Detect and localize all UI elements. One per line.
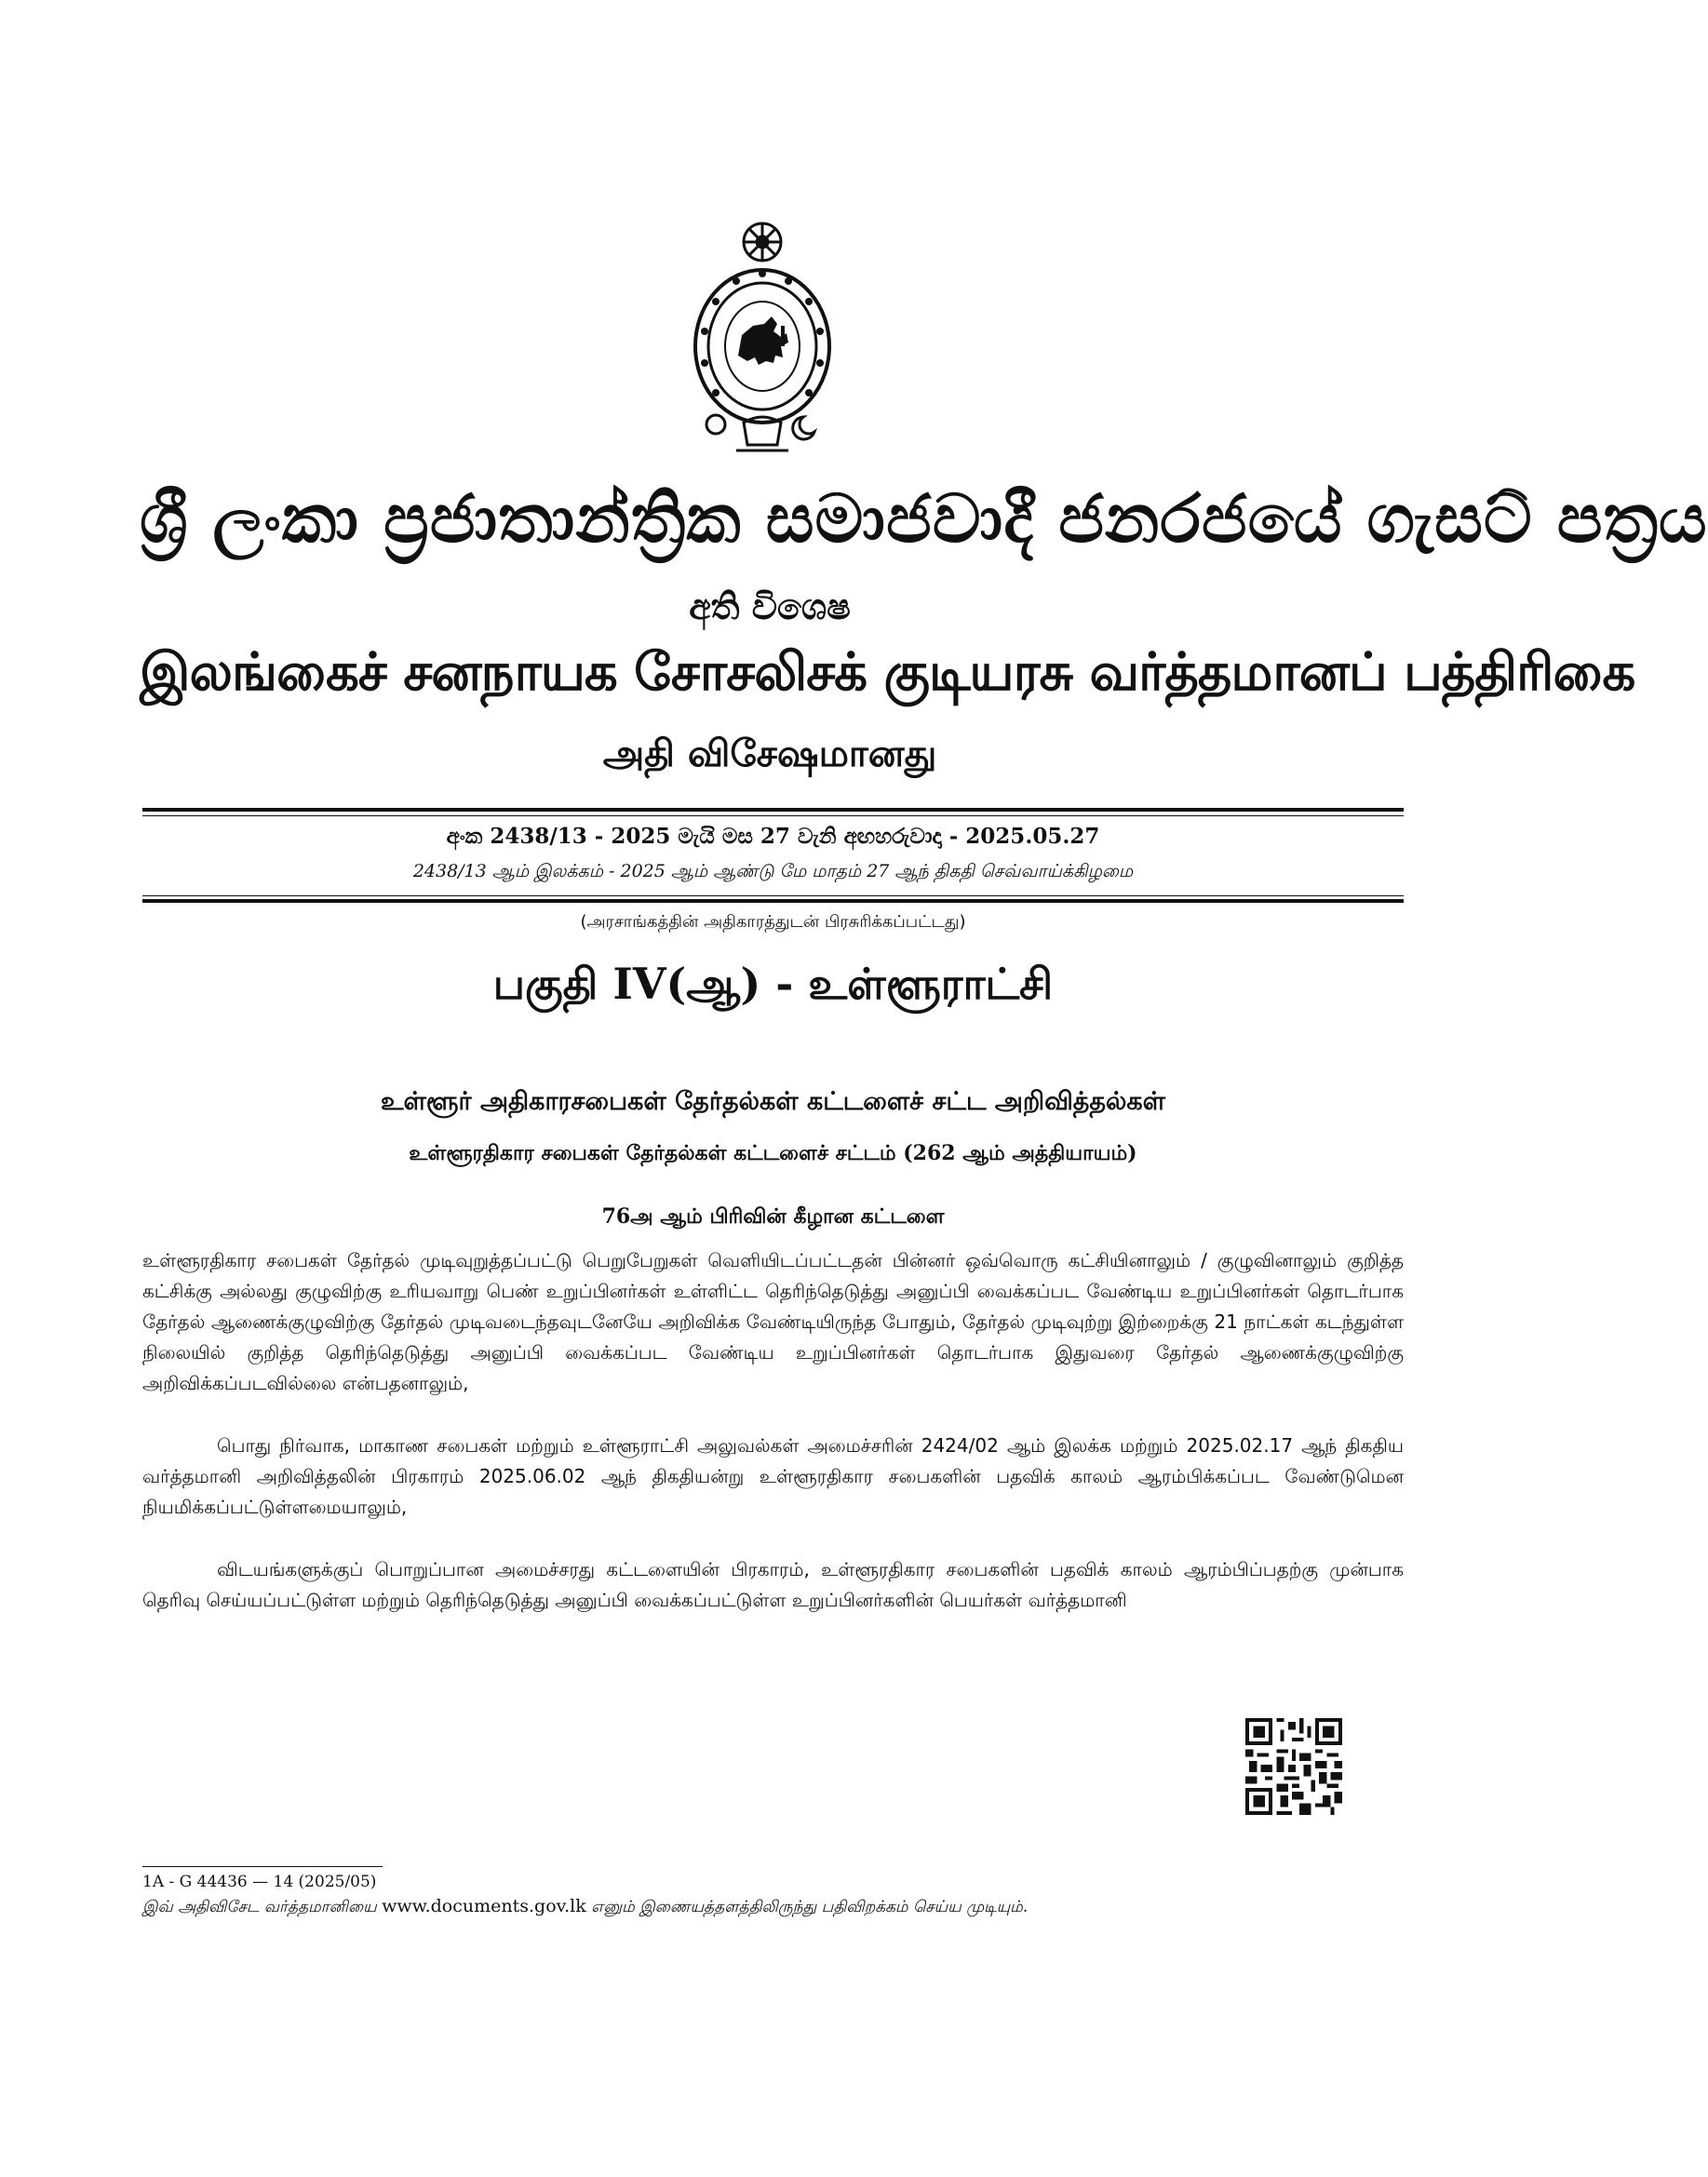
order-heading: 76அ ஆம் பிரிவின் கீழான கட்டளை <box>601 1204 945 1229</box>
body-paragraph-2-text: பொது நிர்வாக, மாகாண சபைகள் மற்றும் உள்ளூராட்சி அலுவல்கள் அமைச்சரின் 2424/02 ஆம் இலக்க மற்றும் 2025.02.17 ஆந் திகதிய வர்த்தமானி அறிவித்தலின் பிரகாரம் 2025.06.02 ஆந் திகதியன்று உள்ளூரதிகார சபைகளின் பதவிக் காலம் ஆரம்பிக்கப்பட வேண்டுமென நியமிக்கப்பட்டுள்ளமையாலும், <box>142 1434 1404 1518</box>
gazette-subtitle-sinhala: අති විශෙෂ <box>689 586 851 627</box>
published-note: (அரசாங்கத்தின் அதிகாரத்துடன் பிரசுரிக்கப்பட்டது) <box>580 912 966 932</box>
section-heading: உள்ளூர் அதிகாரசபைகள் தேர்தல்கள் கட்டளைச் சட்ட அறிவித்தல்கள் <box>380 1087 1166 1116</box>
national-emblem-icon <box>684 216 841 465</box>
print-reference: 1A - G 44436 — 14 (2025/05) <box>142 1873 377 1891</box>
masthead-rule-thick <box>142 808 1404 812</box>
masthead-rule-thin <box>142 815 1404 816</box>
body-paragraph-3 <box>142 1554 1404 1616</box>
documents-site-link[interactable]: www.documents.gov.lk <box>382 1896 586 1916</box>
download-note-before: இவ் அதிவிசேட வர்த்தமானியை <box>142 1898 377 1916</box>
qr-code-icon <box>1245 1718 1342 1815</box>
gazette-subtitle-tamil: அதி விசேஷமானது <box>602 732 937 775</box>
issue-rule-thick <box>142 899 1404 903</box>
gazette-title-sinhala: ශ්‍රී ලංකා ප්‍රජාතාන්ත්‍රික සමාජවාදී ජනරජයේ ගැසට් පත්‍රය <box>140 479 1708 558</box>
download-note-after: எனும் இணையத்தளத்திலிருந்து பதிவிறக்கம் செய்ய முடியும். <box>591 1898 1029 1916</box>
section-subheading: உள்ளூரதிகார சபைகள் தேர்தல்கள் கட்டளைச் சட்டம் (262 ஆம் அத்தியாயம்) <box>409 1141 1137 1165</box>
footer-rule <box>142 1866 383 1867</box>
issue-line-tamil: 2438/13 ஆம் இலக்கம் - 2025 ஆம் ஆண்டு மே மாதம் 27 ஆந் திகதி செவ்வாய்க்கிழமை <box>412 861 1134 881</box>
body-paragraph-2 <box>142 1431 1404 1523</box>
issue-rule-thin <box>142 895 1404 896</box>
download-note <box>142 1896 1028 1918</box>
body-paragraph-1: உள்ளூரதிகார சபைகள் தேர்தல் முடிவுறுத்தப்பட்டு பெறுபேறுகள் வெளியிடப்பட்டதன் பின்னர் ஒவ்வொரு கட்சியினாலும் / குழுவினாலும் குறித்த கட்சிக்கு அல்லது குழுவிற்கு உரியவாறு பெண் உறுப்பினர்கள் உள்ளிட்ட தெரிந்தெடுத்து அனுப்பி வைக்கப்பட வேண்டிய உறுப்பினர்கள் தொடர்பாக தேர்தல் ஆணைக்குழுவிற்கு தேர்தல் முடிவடைந்தவுடனேயே அறிவிக்க வேண்டியிருந்த போதும், தேர்தல் முடிவுற்று இற்றைக்கு 21 நாட்கள் கடந்துள்ள நிலையில் குறித்த தெரிந்தெடுத்து அனுப்பி வைக்கப்பட வேண்டிய உறுப்பினர்கள் தொடர்பாக இதுவரை தேர்தல் ஆணைக்குழுவிற்கு அறிவிக்கப்படவில்லை என்பதனாலும், <box>142 1249 1404 1394</box>
body-paragraph-3-text: விடயங்களுக்குப் பொறுப்பான அமைச்சரது கட்டளையின் பிரகாரம், உள்ளூரதிகார சபைகளின் பதவிக் காலம் ஆரம்பிப்பதற்கு முன்பாக தெரிவு செய்யப்பட்டுள்ள மற்றும் தெரிந்தெடுத்து அனுப்பி வைக்கப்பட்டுள்ள உறுப்பினர்களின் பெயர்கள் வர்த்தமானி <box>142 1558 1404 1611</box>
part-title: பகுதி IV(ஆ) - உள்ளூராட்சி <box>492 959 1054 1009</box>
issue-line-sinhala: අංක 2438/13 - 2025 මැයි මස 27 වැනි අඟහරුවාදා - 2025.05.27 <box>446 824 1100 849</box>
gazette-title-tamil: இலங்கைச் சனநாயக சோசலிசக் குடியரசு வர்த்தமானப் பத்திரிகை <box>140 642 1635 703</box>
